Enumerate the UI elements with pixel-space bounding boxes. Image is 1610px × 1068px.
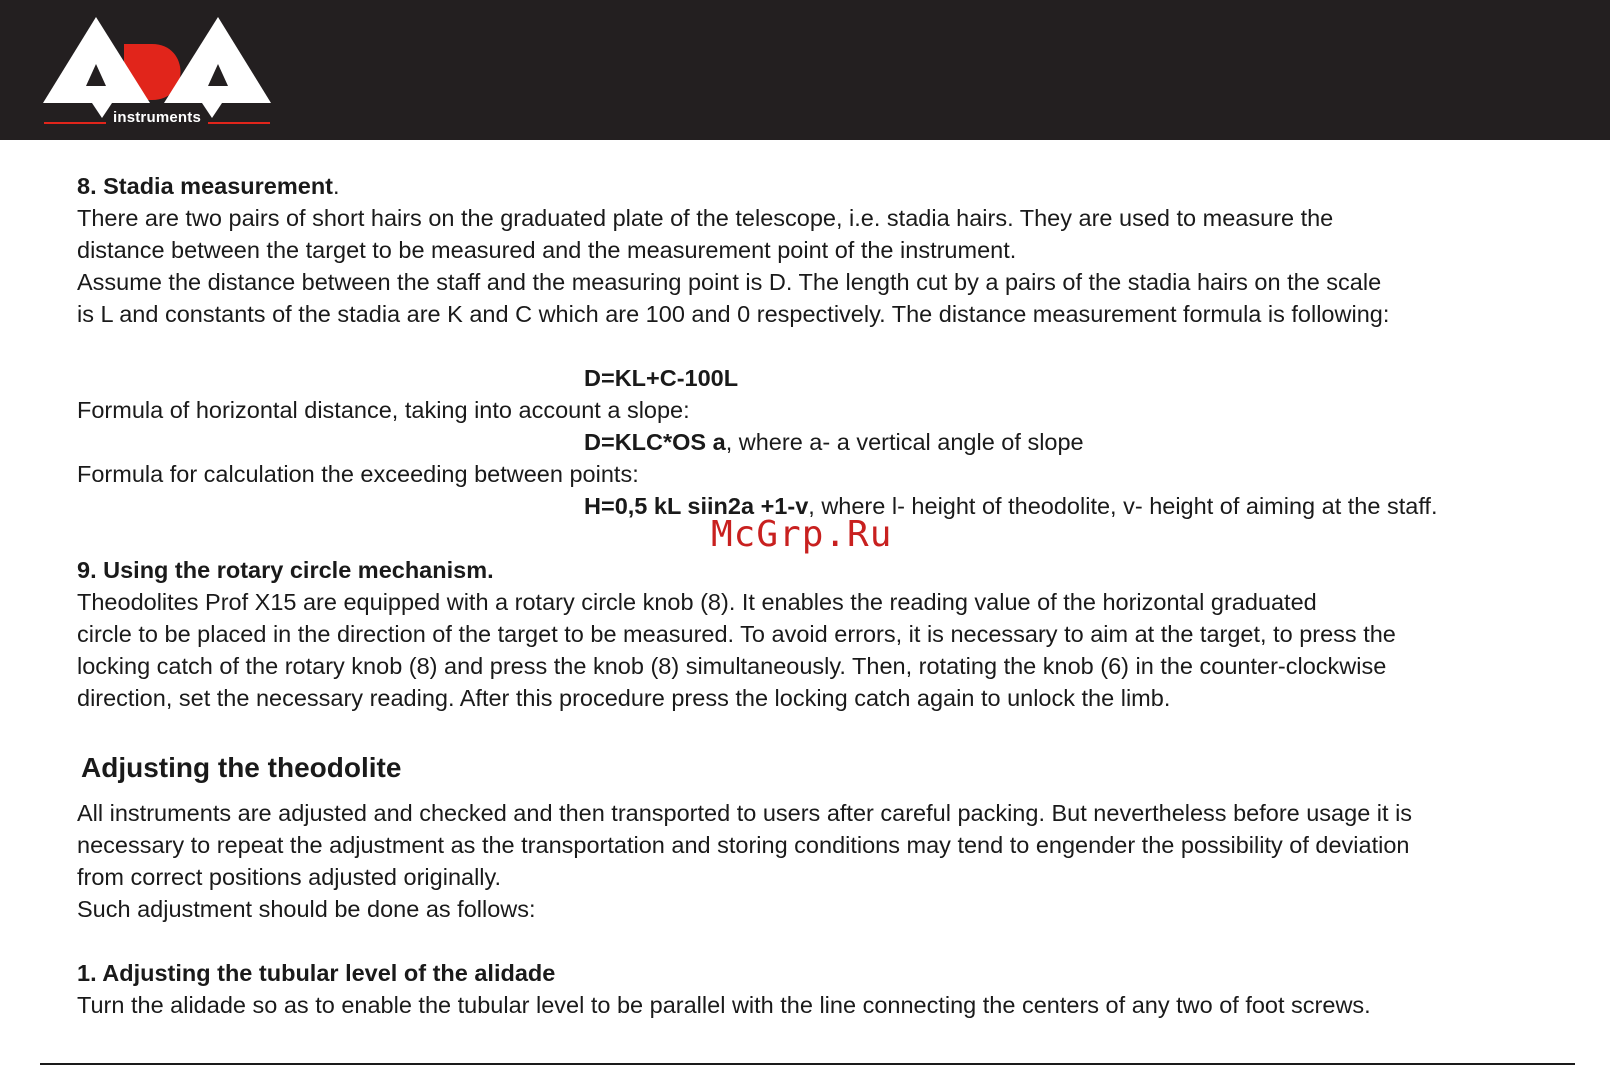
adjusting-line-3: from correct positions adjusted originally. — [77, 864, 502, 890]
formula-exceeding-expression: H=0,5 kL siin2a +1-v — [584, 493, 809, 519]
watermark: McGrp.Ru — [711, 514, 893, 555]
section-8-title: 8. Stadia measurement — [77, 173, 333, 199]
section-9-line-3: locking catch of the rotary knob (8) and press the knob (8) simultaneously. Then, rotating the knob (6) in the counter-clockwise — [77, 653, 1387, 679]
adjusting-subsection-title: 1. Adjusting the tubular level of the alidade — [77, 960, 556, 986]
formula-exceeding-note: , where l- height of theodolite, v- height of aiming at the staff. — [808, 493, 1438, 519]
section-9-line-2: circle to be placed in the direction of the target to be measured. To avoid errors, it is necessary to aim at the target, to press the — [77, 621, 1396, 647]
section-9-title: 9. Using the rotary circle mechanism. — [77, 557, 494, 583]
formula-exceeding-label: Formula for calculation the exceeding between points: — [77, 461, 639, 487]
section-8-line-3: Assume the distance between the staff and the measuring point is D. The length cut by a pairs of the stadia hairs on the scale — [77, 269, 1382, 295]
page-header — [0, 0, 1610, 140]
section-8-line-4: is L and constants of the stadia are K and C which are 100 and 0 respectively. The distance measurement formula is following: — [77, 301, 1390, 327]
section-8-heading — [77, 170, 340, 202]
adjusting-subsection-line-1: Turn the alidade so as to enable the tubular level to be parallel with the line connecting the centers of any two of foot screws. — [77, 992, 1371, 1018]
formula-horizontal-label: Formula of horizontal distance, taking into account a slope: — [77, 397, 690, 423]
adjusting-line-2: necessary to repeat the adjustment as the transportation and storing conditions may tend to engender the possibility of deviation — [77, 832, 1410, 858]
formula-horizontal-note: , where a- a vertical angle of slope — [725, 429, 1084, 455]
section-9-line-1: Theodolites Prof X15 are equipped with a rotary circle knob (8). It enables the reading value of the horizontal graduated — [77, 589, 1317, 615]
ada-logo — [42, 14, 272, 130]
formula-distance: D=KL+C-100L — [584, 365, 739, 391]
adjusting-heading: Adjusting the theodolite — [81, 752, 402, 783]
formula-horizontal — [584, 426, 1084, 458]
adjusting-line-4: Such adjustment should be done as follows: — [77, 896, 536, 922]
footer-divider — [40, 1063, 1575, 1065]
adjusting-line-1: All instruments are adjusted and checked and then transported to users after careful packing. But nevertheless before usage it is — [77, 800, 1413, 826]
formula-horizontal-expression: D=KLC*OS a — [584, 429, 726, 455]
logo-subtitle: instruments — [112, 109, 202, 126]
section-9-line-4: direction, set the necessary reading. After this procedure press the locking catch again to unlock the limb. — [77, 685, 1171, 711]
section-8-line-1: There are two pairs of short hairs on the graduated plate of the telescope, i.e. stadia hairs. They are used to measure the — [77, 205, 1334, 231]
section-8-title-period: . — [333, 173, 340, 199]
section-8-line-2: distance between the target to be measured and the measurement point of the instrument. — [77, 237, 1017, 263]
